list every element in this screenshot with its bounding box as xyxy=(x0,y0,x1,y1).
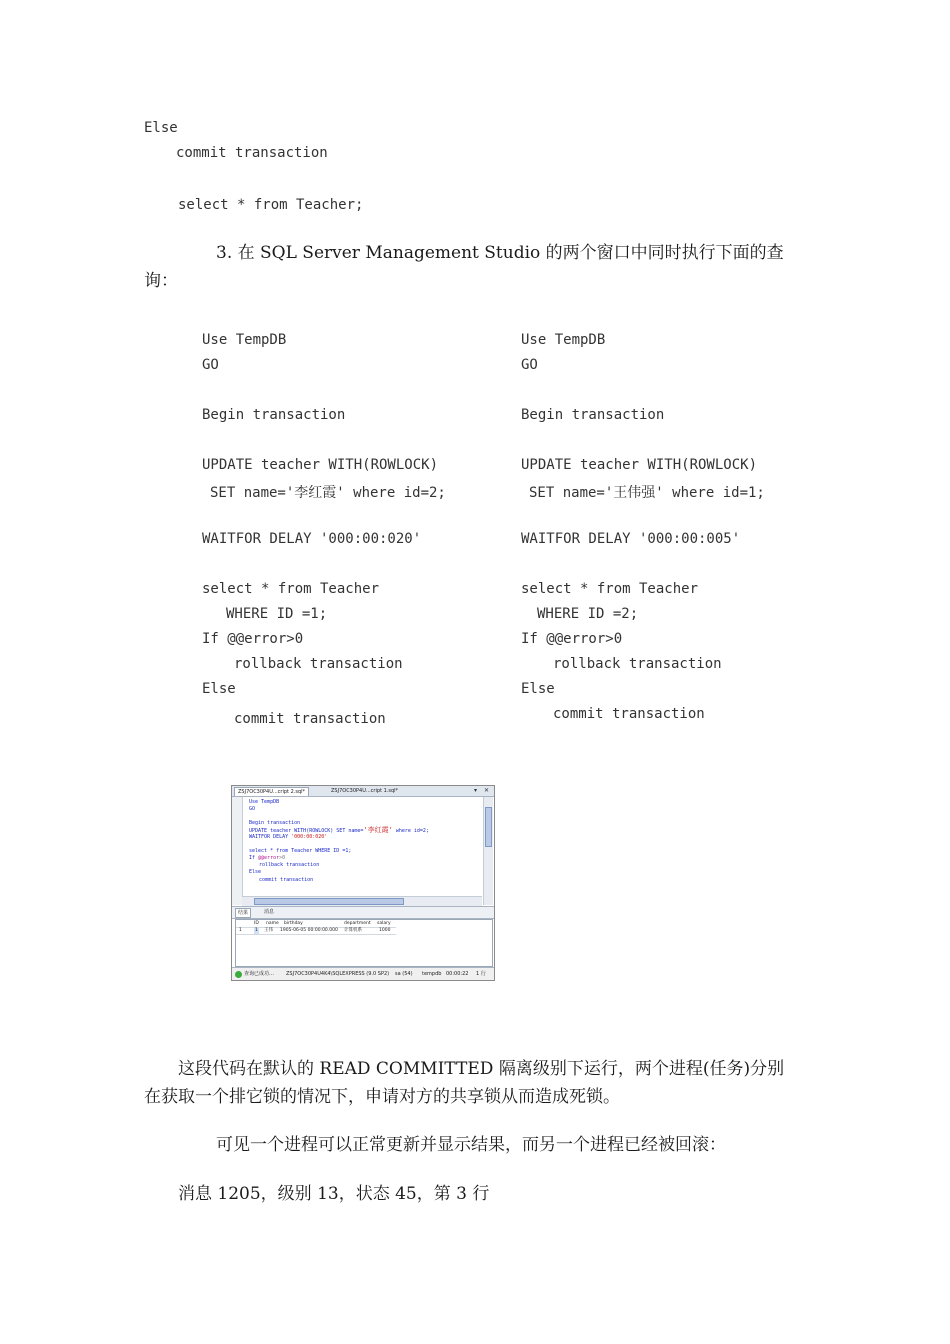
grid-header: name xyxy=(266,921,279,926)
paragraph: 可见一个进程可以正常更新并显示结果，而另一个进程已经被回滚： xyxy=(216,1135,726,1155)
grid-header: salary xyxy=(377,921,391,926)
code-line: select * from Teacher; xyxy=(178,197,364,213)
code-line: If @@error>0 xyxy=(521,631,623,647)
tab-messages[interactable]: 消息 xyxy=(264,909,275,915)
grid-cell[interactable]: 1 xyxy=(255,928,258,933)
status-text: 查询已成功… xyxy=(244,971,275,977)
code-line: rollback transaction xyxy=(234,656,403,672)
code-line: Use TempDB xyxy=(202,332,287,348)
code-line: Else xyxy=(144,120,178,136)
code-line: SET name='李红霞' where id=2; xyxy=(210,485,446,501)
code-line: GO xyxy=(521,357,538,373)
code-line: WHERE ID =1; xyxy=(226,606,328,622)
editor-gutter xyxy=(232,797,243,905)
code-line: Else xyxy=(202,681,236,697)
dropdown-icon[interactable]: ▾ xyxy=(474,787,478,794)
code-operator: >0 xyxy=(279,855,286,861)
code-line: Else xyxy=(249,869,262,875)
code-line: UPDATE teacher WITH(ROWLOCK) xyxy=(521,457,758,473)
grid-header: birthday xyxy=(284,921,303,926)
grid-divider xyxy=(236,934,396,935)
code-keyword: UPDATE teacher WITH(ROWLOCK) SET name= xyxy=(249,828,364,834)
code-line xyxy=(249,834,327,840)
grid-cell[interactable]: 1905-06-05 00:00:00.000 xyxy=(280,928,338,933)
code-line: WHERE ID =2; xyxy=(537,606,639,622)
code-line: rollback transaction xyxy=(259,862,320,868)
tab-results[interactable]: 结果 xyxy=(235,908,251,918)
code-line: WAITFOR DELAY '000:00:005' xyxy=(521,531,741,547)
code-line: commit transaction xyxy=(259,877,314,883)
status-bar xyxy=(232,967,494,981)
status-time: 00:00:22 xyxy=(446,971,469,977)
code-line: commit transaction xyxy=(176,145,328,161)
code-line: Begin transaction xyxy=(249,820,301,826)
code-line: Use TempDB xyxy=(249,799,280,805)
code-line: Begin transaction xyxy=(202,407,346,423)
query-editor[interactable] xyxy=(244,797,482,905)
grid-cell[interactable]: 1000 xyxy=(379,928,391,933)
code-line: Else xyxy=(521,681,555,697)
results-tab-bar xyxy=(232,906,494,919)
grid-cell[interactable]: 王伟 xyxy=(264,928,273,933)
code-line xyxy=(249,827,429,834)
status-server: ZSJ7OC30P4U4K4\SQLEXPRESS (9.0 SP2) xyxy=(286,971,390,977)
code-keyword: where id=2; xyxy=(392,828,429,834)
code-line xyxy=(249,855,285,861)
code-line: WAITFOR DELAY '000:00:020' xyxy=(202,531,422,547)
code-line: select * from Teacher xyxy=(521,581,699,597)
code-string: '000:00:020' xyxy=(291,834,328,840)
status-rows: 1 行 xyxy=(476,971,486,977)
success-icon xyxy=(235,971,242,978)
paragraph-line: 这段代码在默认的 READ COMMITTED 隔离级别下运行，两个进程(任务)分别 xyxy=(178,1059,785,1079)
close-icon[interactable]: ✕ xyxy=(484,787,490,794)
document-tab-bar xyxy=(232,786,494,797)
scroll-thumb[interactable] xyxy=(485,807,492,847)
code-line: If @@error>0 xyxy=(202,631,304,647)
step-3-text-cont: 询： xyxy=(144,271,178,291)
code-line: rollback transaction xyxy=(553,656,722,672)
code-line: commit transaction xyxy=(553,706,705,722)
code-line: SET name='王伟强' where id=1; xyxy=(529,485,765,501)
code-line: GO xyxy=(202,357,219,373)
results-grid xyxy=(235,919,493,967)
tab-script-2[interactable]: ZSJ7OC30P4U...cript 2.sql* xyxy=(234,787,309,796)
code-function: @@error xyxy=(258,855,280,861)
code-keyword: WAITFOR DELAY xyxy=(249,834,292,840)
horizontal-scrollbar[interactable] xyxy=(242,896,482,906)
paragraph-line: 在获取一个排它锁的情况下，申请对方的共享锁从而造成死锁。 xyxy=(144,1087,620,1107)
ssms-screenshot xyxy=(231,785,495,981)
grid-header: ID xyxy=(254,921,259,926)
grid-cell[interactable]: 计算机系 xyxy=(344,928,362,933)
code-keyword: If xyxy=(249,855,259,861)
code-line: Use TempDB xyxy=(521,332,606,348)
code-line: UPDATE teacher WITH(ROWLOCK) xyxy=(202,457,439,473)
tab-script-1[interactable]: ZSJ7OC30P4U...cript 1.sql* xyxy=(331,788,399,794)
vertical-scrollbar[interactable] xyxy=(483,797,493,905)
code-line: Begin transaction xyxy=(521,407,665,423)
code-line: commit transaction xyxy=(234,711,386,727)
grid-cell: 1 xyxy=(239,928,242,933)
step-3-text: 3. 在 SQL Server Management Studio 的两个窗口中同时执行下面的查 xyxy=(216,243,784,263)
code-line: GO xyxy=(249,806,256,812)
status-user: sa (54) xyxy=(395,971,413,977)
status-database: tempdb xyxy=(422,971,442,977)
code-line: select * from Teacher WHERE ID =1; xyxy=(249,848,352,854)
scroll-thumb[interactable] xyxy=(254,898,404,905)
error-message: 消息 1205，级别 13，状态 45，第 3 行 xyxy=(178,1184,490,1204)
code-string: '李红霞' xyxy=(363,826,393,834)
code-line: select * from Teacher xyxy=(202,581,380,597)
grid-header: department xyxy=(344,921,371,926)
